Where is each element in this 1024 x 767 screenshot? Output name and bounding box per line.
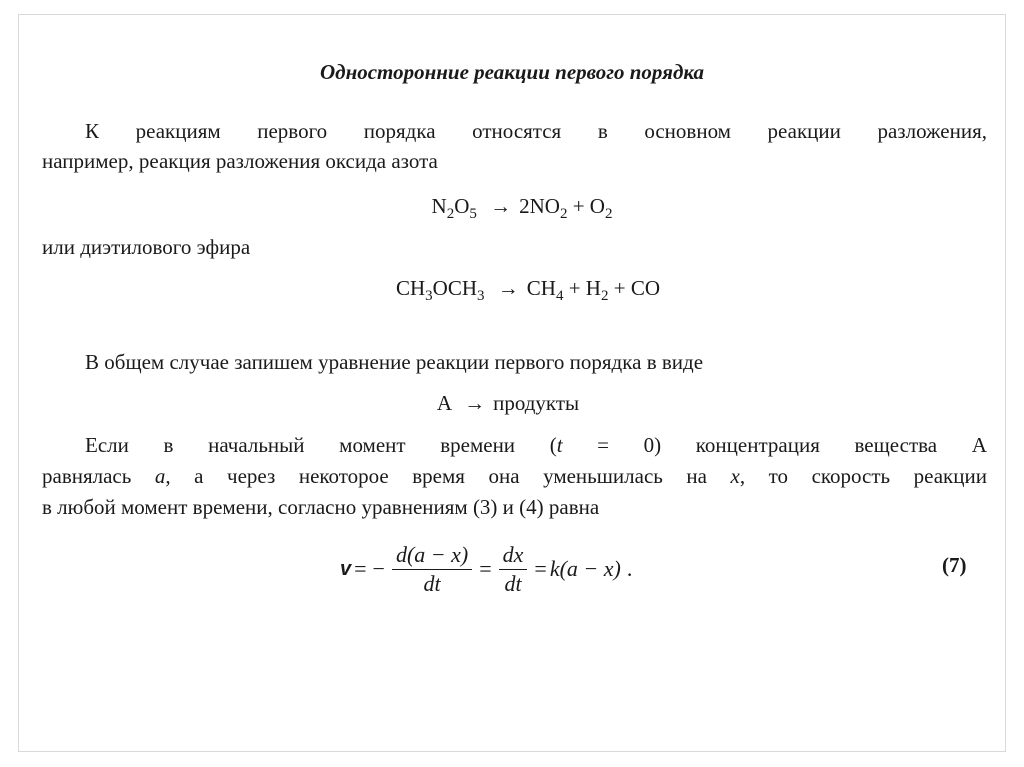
word: Если bbox=[85, 433, 129, 457]
fraction-denominator: dt bbox=[504, 570, 522, 596]
paragraph-line: В общем случае запишем уравнение реакции первого порядка в виде bbox=[85, 350, 704, 374]
paragraph-line: или диэтилового эфира bbox=[42, 235, 251, 259]
fraction-numerator: d(a − x) bbox=[395, 541, 469, 567]
paragraph-line: К реакциям первого порядка относятся в основном реакции разложения, bbox=[85, 119, 987, 143]
fraction-numerator: dx bbox=[502, 541, 524, 567]
equation-general bbox=[0, 390, 1020, 416]
eq-term: A bbox=[436, 391, 451, 415]
eq-term: O bbox=[589, 194, 605, 218]
paragraph-line: в любой момент времени, согласно уравнениям (3) и (4) равна bbox=[42, 495, 600, 519]
word: А bbox=[971, 433, 987, 457]
fraction-dx-dt bbox=[499, 541, 528, 598]
equation-n2o5 bbox=[10, 193, 1024, 222]
eq-plus: + bbox=[572, 194, 585, 218]
paragraph-line bbox=[85, 432, 987, 458]
fraction-d-a-minus-x bbox=[392, 541, 472, 598]
rate-rhs: k(a − x) bbox=[549, 556, 621, 581]
eq-subscript: 3 bbox=[425, 288, 433, 304]
word: вещества bbox=[854, 433, 938, 457]
word: начальный bbox=[208, 433, 305, 457]
equation-number: (7) bbox=[942, 553, 967, 577]
word: = bbox=[597, 433, 610, 457]
word: в bbox=[163, 433, 174, 457]
rate-equation bbox=[340, 534, 632, 604]
eq-term: CO bbox=[630, 276, 660, 300]
paragraph-line: равнялась a, а через некоторое время она уменьшилась на x, то скорость реакции bbox=[42, 464, 987, 488]
equals-sign: = bbox=[479, 556, 492, 581]
eq-subscript: 2 bbox=[559, 206, 568, 222]
eq-subscript: 3 bbox=[477, 288, 485, 304]
eq-subscript: 4 bbox=[555, 288, 564, 304]
equals-sign: = bbox=[354, 556, 367, 581]
equation-ether bbox=[16, 275, 1024, 304]
velocity-symbol: v bbox=[340, 557, 352, 580]
word: (t bbox=[549, 433, 563, 457]
eq-term: 2NO bbox=[519, 194, 560, 218]
reaction-arrow-icon: → bbox=[464, 391, 486, 415]
variable-a: a bbox=[154, 464, 166, 488]
eq-term: H bbox=[585, 276, 601, 300]
eq-plus: + bbox=[613, 276, 626, 300]
reaction-arrow-icon: → bbox=[497, 276, 519, 300]
eq-subscript: 2 bbox=[446, 206, 455, 222]
word: времени bbox=[440, 433, 516, 457]
eq-term: продукты bbox=[493, 391, 580, 415]
word: момент bbox=[339, 433, 406, 457]
minus-sign: − bbox=[372, 556, 385, 581]
eq-subscript: 2 bbox=[600, 288, 609, 304]
eq-term: O bbox=[454, 194, 470, 218]
equals-sign: = bbox=[534, 556, 547, 581]
variable-x: x bbox=[730, 464, 740, 488]
reaction-arrow-icon: → bbox=[490, 194, 512, 218]
eq-term: N bbox=[431, 194, 447, 218]
fraction-denominator: dt bbox=[423, 570, 441, 596]
word: концентрация bbox=[695, 433, 820, 457]
paragraph-line: например, реакция разложения оксида азота bbox=[42, 149, 438, 173]
page-title: Односторонние реакции первого порядка bbox=[319, 60, 705, 84]
eq-plus: + bbox=[568, 276, 581, 300]
eq-term: CH bbox=[395, 276, 426, 300]
formula-period: . bbox=[626, 556, 633, 581]
eq-subscript: 2 bbox=[604, 206, 613, 222]
eq-subscript: 5 bbox=[469, 206, 477, 222]
eq-term: OCH bbox=[432, 276, 478, 300]
word: 0) bbox=[643, 433, 662, 457]
eq-term: CH bbox=[526, 276, 556, 300]
